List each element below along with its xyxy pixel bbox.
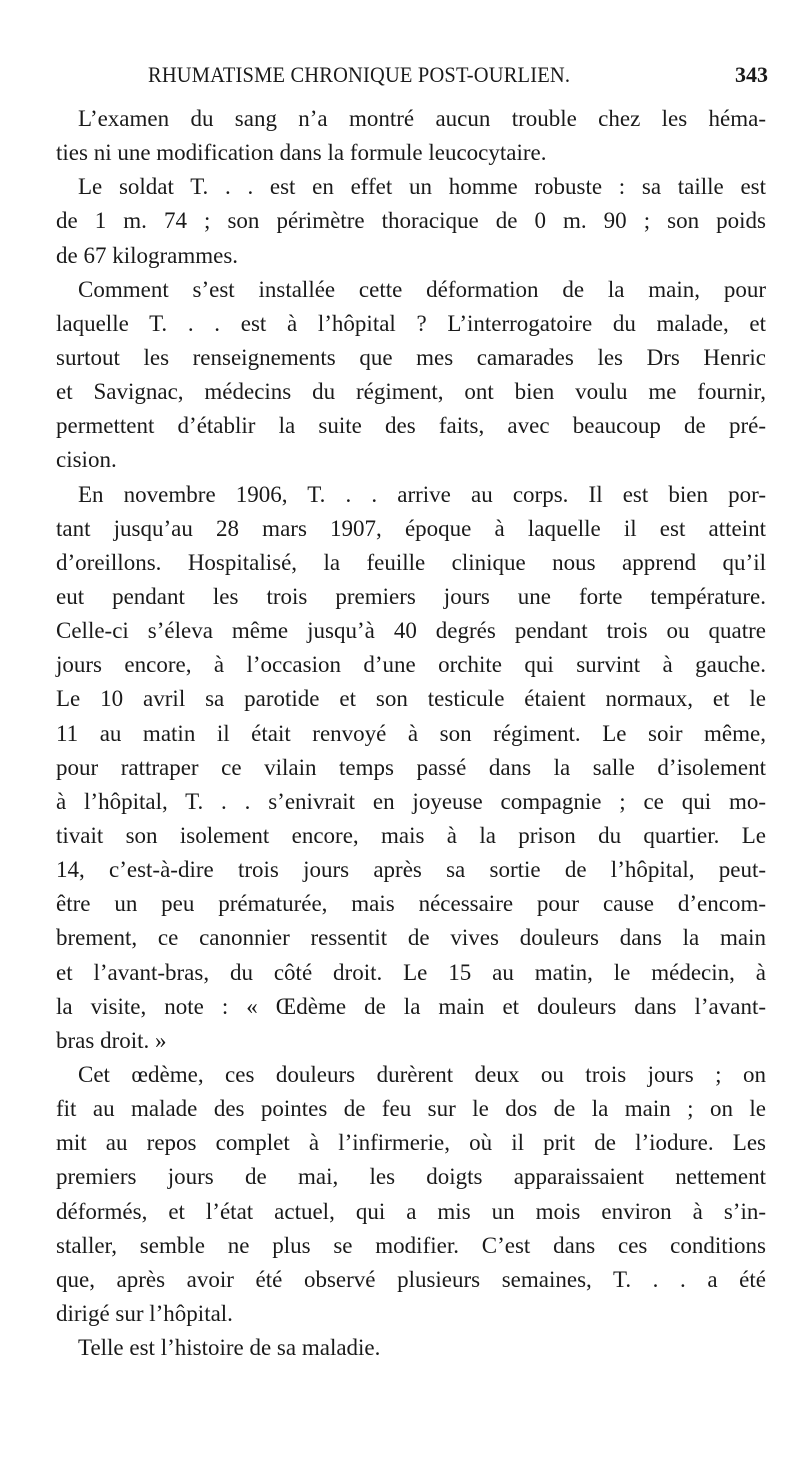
body-text [56, 102, 766, 1365]
text-line: Le soldat T. . . est en effet un homme robuste : sa taille est [78, 174, 766, 200]
text-line: 14, c’est-à-dire trois jours après sa sortie de l’hôpital, peut- [56, 857, 766, 883]
text-line: Celle-ci s’éleva même jusqu’à 40 degrés pendant trois ou quatre [56, 618, 766, 644]
text-line: de 1 m. 74 ; son périmètre thoracique de 0 m. 90 ; son poids [56, 208, 766, 234]
page-number: 343 [735, 62, 768, 87]
text-line: Cet œdème, ces douleurs durèrent deux ou trois jours ; on [78, 1061, 766, 1087]
text-line: ties ni une modification dans la formule leucocytaire. [56, 140, 547, 166]
text-line: déformés, et l’état actuel, qui a mis un mois environ à s’in- [56, 1198, 766, 1224]
text-line: et l’avant-bras, du côté droit. Le 15 au matin, le médecin, à [56, 959, 766, 985]
text-line: d’oreillons. Hospitalisé, la feuille clinique nous apprend qu’il [56, 549, 766, 575]
text-line: brement, ce canonnier ressentit de vives douleurs dans la main [56, 925, 766, 951]
text-line: laquelle T. . . est à l’hôpital ? L’interrogatoire du malade, et [56, 310, 766, 336]
text-line: à l’hôpital, T. . . s’enivrait en joyeuse compagnie ; ce qui mo- [56, 788, 766, 814]
text-line: staller, semble ne plus se modifier. C’est dans ces conditions [56, 1232, 766, 1258]
running-title: RHUMATISME CHRONIQUE POST-OURLIEN. [148, 62, 571, 87]
text-line: surtout les renseignements que mes camarades les Drs Henric [56, 344, 766, 370]
text-line: permettent d’établir la suite des faits, avec beaucoup de pré- [56, 413, 766, 439]
text-line: premiers jours de mai, les doigts apparaissaient nettement [56, 1164, 766, 1190]
text-line: tant jusqu’au 28 mars 1907, époque à laquelle il est atteint [56, 515, 766, 541]
text-line: la visite, note : « Œdème de la main et douleurs dans l’avant- [56, 993, 766, 1019]
text-line: L’examen du sang n’a montré aucun trouble chez les héma- [78, 106, 766, 131]
text-line: jours encore, à l’occasion d’une orchite qui survint à gauche. [56, 652, 766, 678]
text-line: tivait son isolement encore, mais à la prison du quartier. Le [56, 822, 766, 848]
text-line: dirigé sur l’hôpital. [56, 1300, 233, 1326]
text-line: de 67 kilogrammes. [56, 242, 239, 268]
text-line: mit au repos complet à l’infirmerie, où il prit de l’iodure. Les [56, 1130, 766, 1156]
text-line: fit au malade des pointes de feu sur le dos de la main ; on le [56, 1096, 766, 1122]
text-line: Telle est l’histoire de sa maladie. [78, 1335, 381, 1361]
text-line: que, après avoir été observé plusieurs semaines, T. . . a été [56, 1266, 766, 1292]
text-line: et Savignac, médecins du régiment, ont bien voulu me fournir, [56, 379, 766, 405]
running-header [56, 62, 768, 96]
text-line: Comment s’est installée cette déformation de la main, pour [78, 276, 766, 302]
text-line: En novembre 1906, T. . . arrive au corps. Il est bien por- [78, 481, 766, 507]
text-line: pour rattraper ce vilain temps passé dans la salle d’isolement [56, 754, 766, 780]
text-line: eut pendant les trois premiers jours une forte température. [56, 583, 766, 609]
text-line: être un peu prématurée, mais nécessaire pour cause d’encom- [56, 891, 766, 917]
text-line: 11 au matin il était renvoyé à son régiment. Le soir même, [56, 720, 766, 746]
text-line: cision. [56, 447, 117, 473]
text-line: bras droit. » [56, 1027, 167, 1053]
text-line: Le 10 avril sa parotide et son testicule étaient normaux, et le [56, 686, 766, 712]
